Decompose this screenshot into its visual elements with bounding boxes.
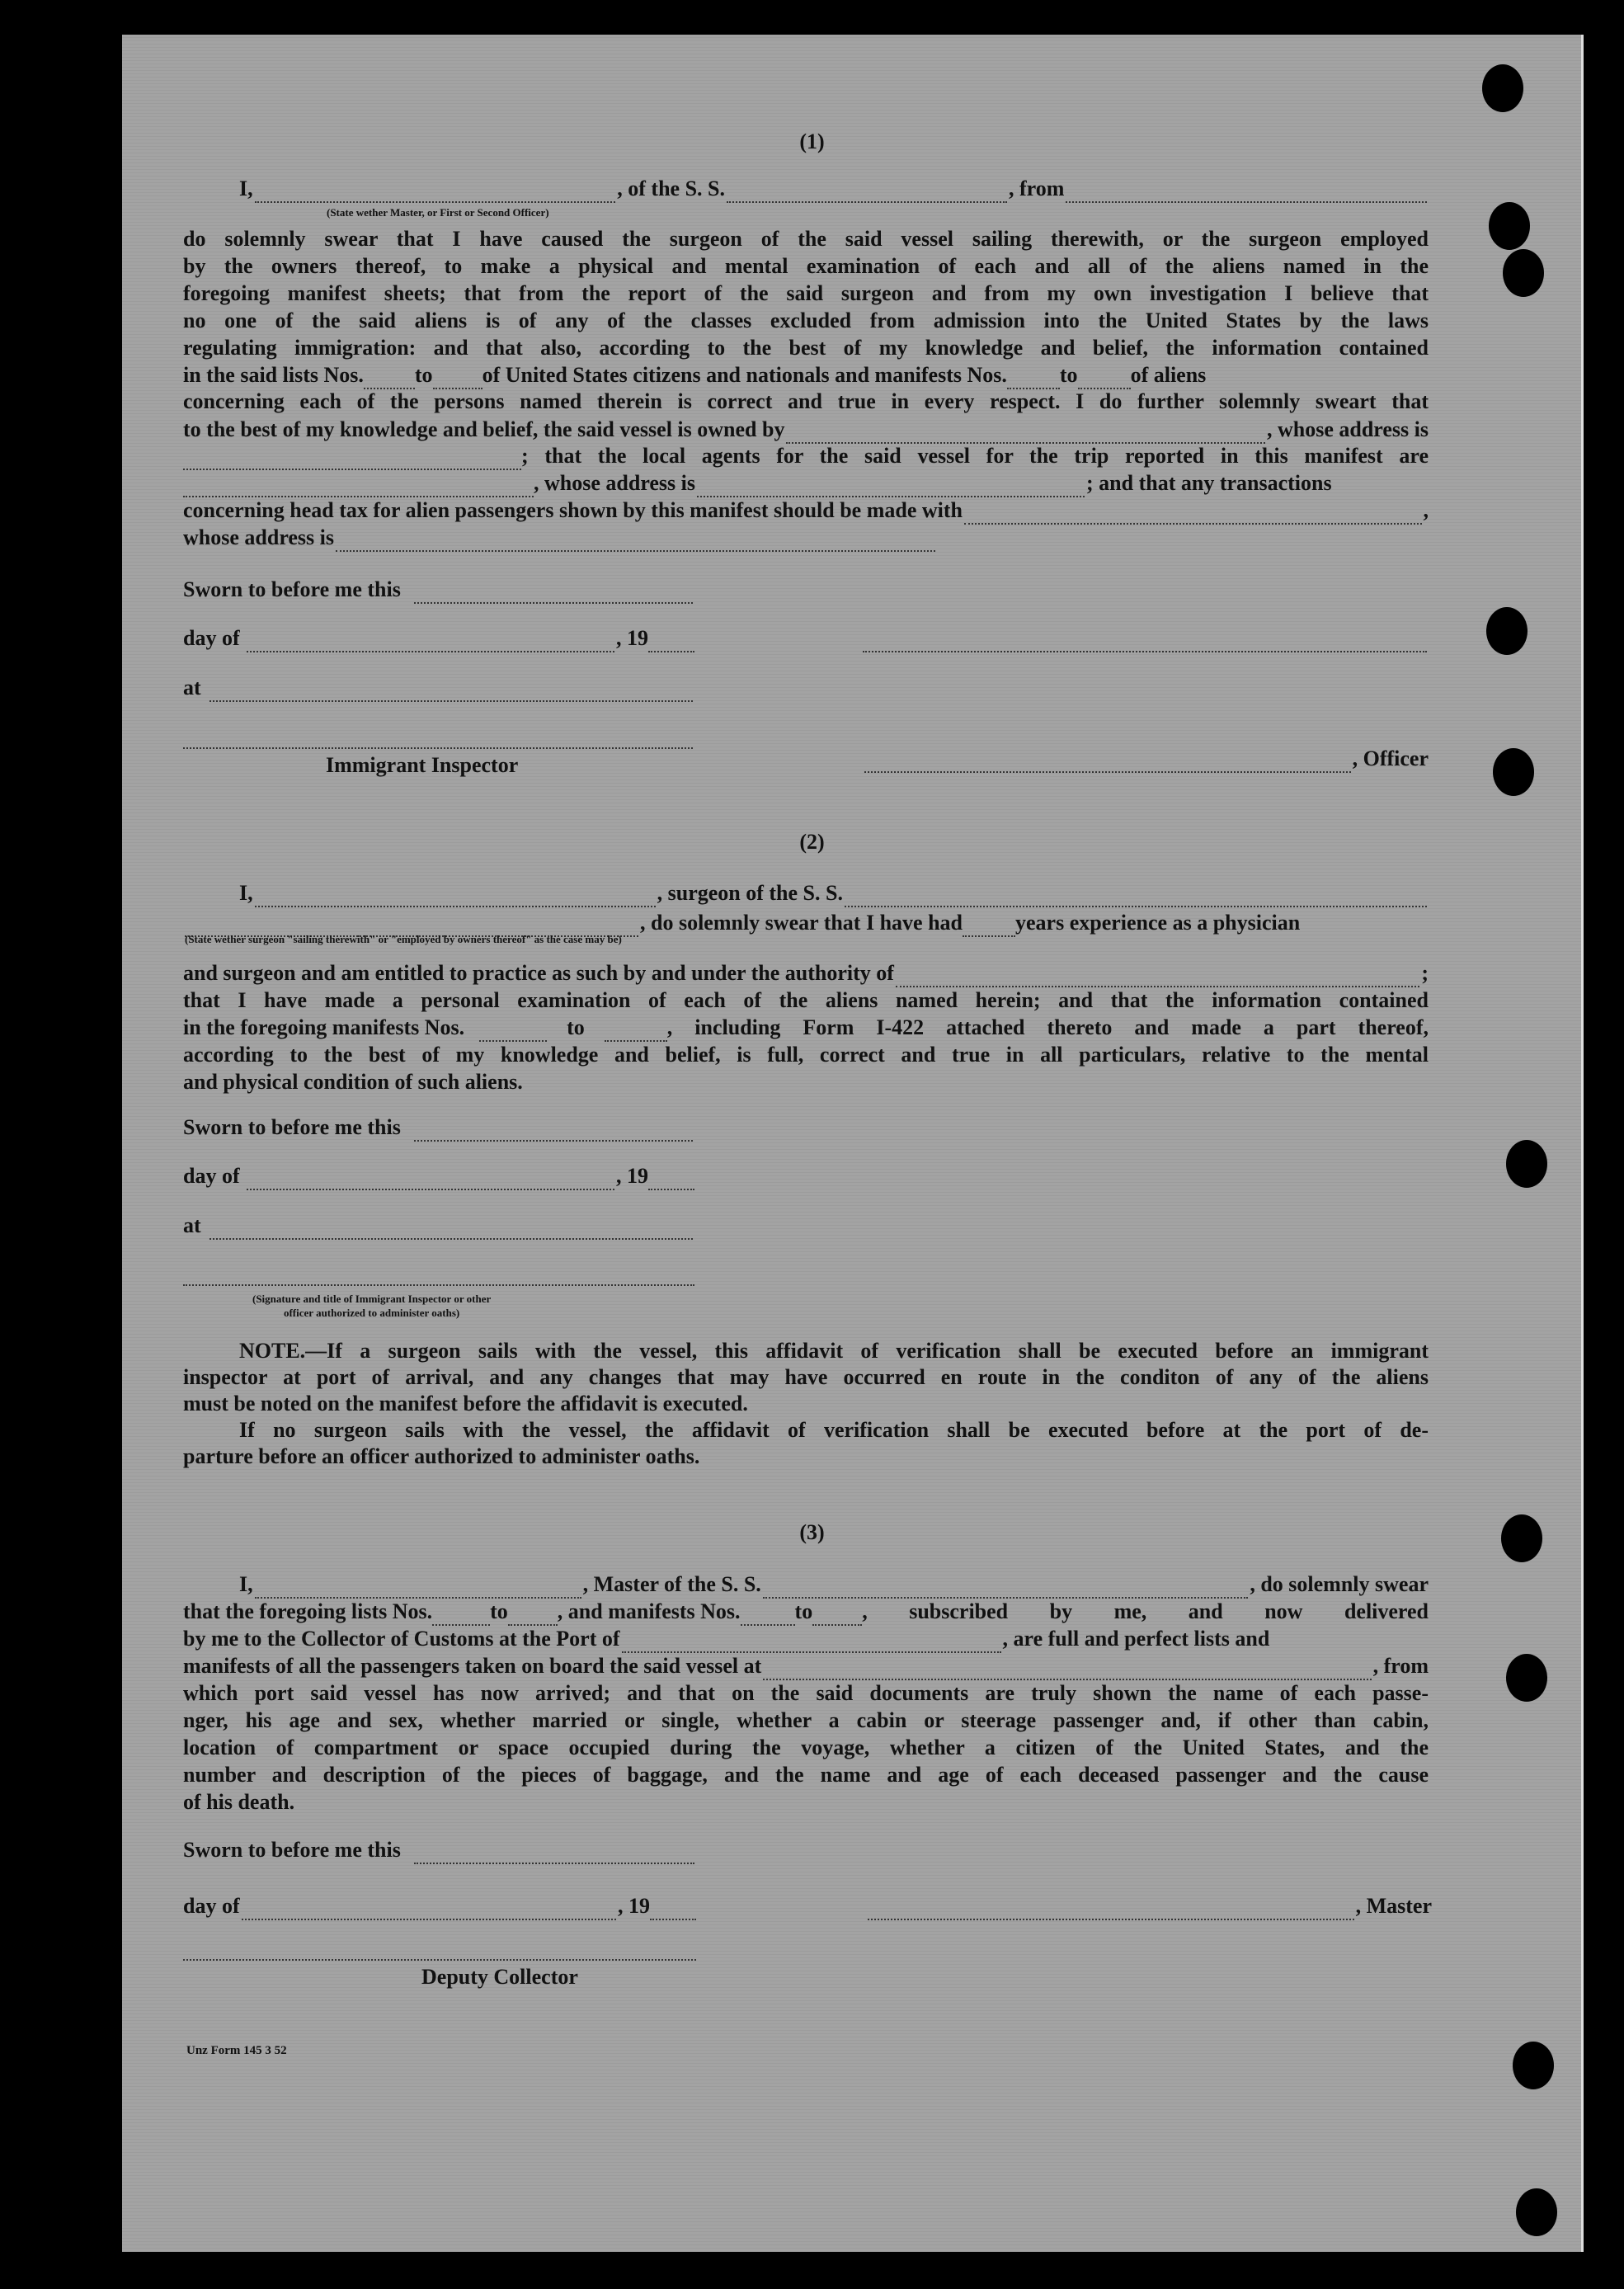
s3-and-manifests-label: , and manifests Nos. bbox=[557, 1599, 741, 1623]
s1-us-citizens-label: of United States citizens and nationals and manifests Nos. bbox=[482, 363, 1007, 387]
s3-full-perfect-label: , are full and perfect lists and bbox=[1002, 1627, 1270, 1651]
s1-day-field[interactable] bbox=[247, 634, 614, 652]
s1-line-head-tax: concerning head tax for alien passengers shown by this manifest should be made with , bbox=[183, 497, 1429, 525]
s1-manifest-from-field[interactable] bbox=[1007, 371, 1060, 389]
s3-manifests-all-label: manifests of all the passengers taken on board the said vessel at bbox=[183, 1654, 762, 1678]
s1-owned-by-label: to the best of my knowledge and belief, the said vessel is owned by bbox=[183, 417, 785, 441]
s2-text-line: and physical condition of such aliens. bbox=[183, 1070, 523, 1094]
s3-manifest-from-field[interactable] bbox=[741, 1608, 795, 1626]
s1-line-agents bbox=[183, 442, 1429, 470]
s1-text-line: regulating immigration: and that also, according to the best of my knowledge and belief, the information contained bbox=[183, 336, 1429, 360]
form-number: Unz Form 145 3 52 bbox=[186, 2044, 287, 2057]
s1-inspector-label: Immigrant Inspector bbox=[326, 753, 519, 777]
s1-officer-hint: (State wether Master, or First or Second Officer) bbox=[327, 206, 549, 219]
section-1-number: (1) bbox=[799, 130, 825, 153]
s2-note-line: must be noted on the manifest before the affidavit is executed. bbox=[183, 1392, 748, 1415]
s2-day-of-label: day of bbox=[183, 1164, 240, 1188]
s2-year-label: , 19 bbox=[616, 1164, 648, 1188]
punch-hole bbox=[1493, 748, 1534, 796]
s2-line-manifests bbox=[183, 1014, 1429, 1042]
s1-in-lists-label: in the said lists Nos. bbox=[183, 363, 364, 387]
s3-list-to-field[interactable] bbox=[508, 1608, 558, 1626]
s3-day-row bbox=[183, 1892, 696, 1920]
punch-hole bbox=[1513, 2042, 1554, 2089]
s3-line-2 bbox=[183, 1598, 1429, 1626]
s1-local-agents-label: ; that the local agents for the said vessel for the trip reported in this manifest are bbox=[521, 444, 1429, 468]
s3-master-label: , Master bbox=[1355, 1894, 1432, 1918]
s3-year-label: , 19 bbox=[618, 1894, 650, 1918]
s2-line-1 bbox=[239, 879, 1429, 907]
s3-swear-label: , do solemnly swear bbox=[1250, 1572, 1429, 1596]
s1-paragraph-2 bbox=[183, 388, 1429, 415]
s3-text-line: which port said vessel has now arrived; and that on the said documents are truly shown the name of each passe- bbox=[183, 1681, 1429, 1705]
s2-year-field[interactable] bbox=[648, 1172, 694, 1190]
s1-head-tax-address-field[interactable] bbox=[336, 534, 935, 552]
s1-transactions-label: ; and that any transactions bbox=[1086, 471, 1332, 495]
s2-years-label: years experience as a physician bbox=[1015, 911, 1301, 935]
s1-text-line: by the owners thereof, to make a physical and mental examination of each and all of the aliens named in the bbox=[183, 254, 1429, 278]
s1-whose-address-label: whose address is bbox=[183, 525, 335, 549]
s2-day-row bbox=[183, 1162, 694, 1190]
s3-deputy-signature-line[interactable] bbox=[183, 1957, 696, 1961]
s2-authority-field[interactable] bbox=[896, 969, 1419, 987]
s3-text-line: number and description of the pieces of baggage, and the name and age of each deceased passenger and the cause bbox=[183, 1763, 1429, 1787]
s3-to-label: to bbox=[490, 1599, 508, 1623]
s3-year-field[interactable] bbox=[650, 1902, 696, 1920]
s1-officer-label: , Officer bbox=[1352, 747, 1429, 770]
s3-day-field[interactable] bbox=[242, 1902, 616, 1920]
s1-to-label: to bbox=[1059, 363, 1078, 387]
s1-whose-address-label: , whose address is bbox=[534, 471, 696, 495]
s1-at-label: at bbox=[183, 676, 201, 699]
s1-list-to-field[interactable] bbox=[433, 371, 482, 389]
s2-surgeon-name-field[interactable] bbox=[255, 889, 656, 907]
s3-to-label: to bbox=[794, 1599, 813, 1623]
s2-manifest-to-field[interactable] bbox=[605, 1024, 667, 1042]
s1-paragraph bbox=[183, 225, 1429, 361]
s2-signature-hint-line: officer authorized to administer oaths) bbox=[283, 1307, 460, 1319]
s1-whose-address-label: , whose address is bbox=[1266, 417, 1429, 441]
s3-manifest-to-field[interactable] bbox=[812, 1608, 862, 1626]
s1-text-line: foregoing manifest sheets; that from the report of the said surgeon and from my own investigation I believe that bbox=[183, 281, 1429, 305]
s2-at-label: at bbox=[183, 1213, 201, 1237]
s2-paragraph-2 bbox=[183, 1041, 1429, 1095]
s2-surgeon-hint: (State wether surgeon "sailing therewith" or "employed by owners thereof" as the case may be) bbox=[185, 933, 622, 945]
s1-sworn-label: Sworn to before me this bbox=[183, 577, 401, 601]
s1-list-from-field[interactable] bbox=[364, 371, 415, 389]
s1-at-row bbox=[183, 674, 694, 702]
section-3-number: (3) bbox=[799, 1520, 825, 1544]
s1-officer-signature-field[interactable] bbox=[864, 755, 1351, 773]
s1-at-field[interactable] bbox=[209, 684, 693, 702]
s3-line-1 bbox=[239, 1571, 1429, 1599]
punch-hole bbox=[1506, 1140, 1547, 1188]
s2-note-line: parture before an officer authorized to administer oaths. bbox=[183, 1444, 700, 1468]
s1-from-field[interactable] bbox=[1066, 185, 1427, 203]
s1-agents-field[interactable] bbox=[183, 479, 534, 497]
s1-line-owned bbox=[183, 416, 1429, 444]
s1-text-line: concerning each of the persons named therein is correct and true in every respect. I do further solemnly sweart that bbox=[183, 389, 1429, 413]
s1-text-line: do solemnly swear that I have caused the surgeon of the said vessel sailing therewith, or the surgeon employed bbox=[183, 227, 1429, 251]
s3-foregoing-label: that the foregoing lists Nos. bbox=[183, 1599, 433, 1623]
s2-note-line: If no surgeon sails with the vessel, the affidavit of verification shall be executed before at the port of de- bbox=[239, 1418, 1429, 1442]
s2-text-line: that I have made a personal examination of each of the aliens named herein; and that the information contained bbox=[183, 988, 1429, 1012]
s2-text-line: according to the best of my knowledge and belief, is full, correct and true in all particulars, relative to the mental bbox=[183, 1043, 1429, 1067]
s1-owner-address-field[interactable] bbox=[183, 452, 521, 470]
s1-owner-field[interactable] bbox=[786, 426, 1265, 444]
section-2-number: (2) bbox=[799, 830, 825, 854]
s1-of-ss-label: , of the S. S. bbox=[617, 177, 725, 200]
s1-line-1 bbox=[239, 175, 1429, 203]
s3-paragraph bbox=[183, 1679, 1429, 1816]
s2-at-row bbox=[183, 1212, 694, 1240]
s3-master-name-field[interactable] bbox=[255, 1580, 581, 1599]
s1-agents-address-field[interactable] bbox=[697, 479, 1085, 497]
s1-head-tax-label: concerning head tax for alien passengers shown by this manifest should be made with bbox=[183, 498, 963, 522]
s2-line-3: and surgeon and am entitled to practice as such by and under the authority of ; bbox=[183, 959, 1429, 987]
punch-hole bbox=[1516, 2188, 1557, 2236]
s1-year-field[interactable] bbox=[648, 634, 694, 652]
s3-from-label: , from bbox=[1372, 1654, 1429, 1678]
s2-years-field[interactable] bbox=[963, 919, 1015, 937]
s2-sworn-field[interactable] bbox=[414, 1123, 693, 1142]
s3-sworn-label: Sworn to before me this bbox=[183, 1838, 401, 1862]
s1-right-signature-line-1[interactable] bbox=[863, 649, 1427, 652]
s2-inspector-signature-line[interactable] bbox=[183, 1283, 694, 1286]
s2-authority-label: and surgeon and am entitled to practice as such by and under the authority of bbox=[183, 961, 894, 985]
s2-vessel-field[interactable] bbox=[845, 889, 1427, 907]
s1-line-agents-address bbox=[183, 469, 1429, 497]
s1-officer-name-field[interactable] bbox=[255, 185, 616, 203]
s1-day-of-label: day of bbox=[183, 626, 240, 650]
s2-manifest-from-field[interactable] bbox=[479, 1024, 547, 1042]
s1-of-aliens-label: of aliens bbox=[1130, 363, 1207, 387]
s3-list-from-field[interactable] bbox=[432, 1608, 490, 1626]
s2-note bbox=[183, 1338, 1429, 1470]
s3-boarded-at-field[interactable] bbox=[763, 1662, 1371, 1680]
punch-hole bbox=[1503, 249, 1544, 297]
s3-port-field[interactable] bbox=[622, 1635, 1001, 1653]
s2-note-line: NOTE.—If a surgeon sails with the vessel, this affidavit of verification shall be executed before an immigrant bbox=[239, 1339, 1429, 1363]
s2-signature-hint-line: (Signature and title of Immigrant Inspector or other bbox=[252, 1293, 492, 1305]
s2-paragraph bbox=[183, 987, 1429, 1014]
s1-year-label: , 19 bbox=[616, 626, 648, 650]
s3-i-label: I, bbox=[239, 1572, 253, 1596]
s2-foregoing-label: in the foregoing manifests Nos. bbox=[183, 1015, 465, 1039]
s3-text-line: location of compartment or space occupied during the voyage, whether a citizen of the United States, and the bbox=[183, 1736, 1429, 1759]
s2-surgeon-of-label: , surgeon of the S. S. bbox=[657, 881, 843, 905]
s1-line-lists bbox=[183, 361, 1429, 389]
punch-hole bbox=[1482, 64, 1523, 112]
s1-day-row bbox=[183, 624, 694, 652]
s1-to-label: to bbox=[414, 363, 433, 387]
s3-text-line: nger, his age and sex, whether married or single, whether a cabin or steerage passenger and, if other than cabin, bbox=[183, 1708, 1429, 1732]
punch-hole bbox=[1506, 1654, 1547, 1702]
s2-day-field[interactable] bbox=[247, 1172, 614, 1190]
s1-from-label: , from bbox=[1009, 177, 1065, 200]
s1-sworn-row bbox=[183, 576, 694, 604]
s2-i-label: I, bbox=[239, 881, 253, 905]
s1-text-line: no one of the said aliens is of any of the classes excluded from admission into the United States by the laws bbox=[183, 308, 1429, 332]
s3-sworn-field[interactable] bbox=[414, 1846, 694, 1864]
punch-hole bbox=[1486, 607, 1528, 655]
s2-signature-hint bbox=[252, 1292, 491, 1320]
s3-line-3 bbox=[183, 1625, 1429, 1653]
s2-note-line: inspector at port of arrival, and any changes that may have occurred en route in the conditon of any of the aliens bbox=[183, 1365, 1429, 1389]
s1-inspector-signature-line[interactable] bbox=[183, 746, 693, 749]
s3-day-of-label: day of bbox=[183, 1894, 240, 1918]
s2-to-label: to bbox=[567, 1015, 585, 1039]
s2-at-field[interactable] bbox=[209, 1222, 693, 1240]
punch-hole bbox=[1489, 202, 1530, 250]
s2-sworn-row bbox=[183, 1114, 694, 1142]
s3-subscribed-label: , subscribed by me, and now delivered bbox=[862, 1599, 1429, 1623]
s1-officer-row bbox=[863, 745, 1429, 773]
s1-head-tax-field[interactable] bbox=[964, 506, 1421, 525]
s3-text-line: of his death. bbox=[183, 1790, 295, 1814]
s1-sworn-field[interactable] bbox=[414, 586, 693, 604]
s2-sworn-label: Sworn to before me this bbox=[183, 1115, 401, 1139]
s1-manifest-to-field[interactable] bbox=[1078, 371, 1131, 389]
s3-line-4 bbox=[183, 1652, 1429, 1680]
s3-deputy-collector-label: Deputy Collector bbox=[421, 1965, 578, 1989]
s2-including-label: , including Form I-422 attached thereto and made a part thereof, bbox=[666, 1015, 1429, 1039]
s3-master-signature-field[interactable] bbox=[868, 1902, 1354, 1920]
s3-master-row bbox=[866, 1892, 1432, 1920]
s3-sworn-row bbox=[183, 1836, 696, 1864]
s3-master-of-label: , Master of the S. S. bbox=[582, 1572, 761, 1596]
s1-vessel-field[interactable] bbox=[727, 185, 1007, 203]
s3-collector-label: by me to the Collector of Customs at the Port of bbox=[183, 1627, 620, 1651]
s2-swear-label: , do solemnly swear that I have had bbox=[640, 911, 963, 935]
s3-vessel-field[interactable] bbox=[763, 1580, 1249, 1599]
s1-line-address bbox=[183, 524, 937, 552]
s1-i-label: I, bbox=[239, 177, 253, 200]
